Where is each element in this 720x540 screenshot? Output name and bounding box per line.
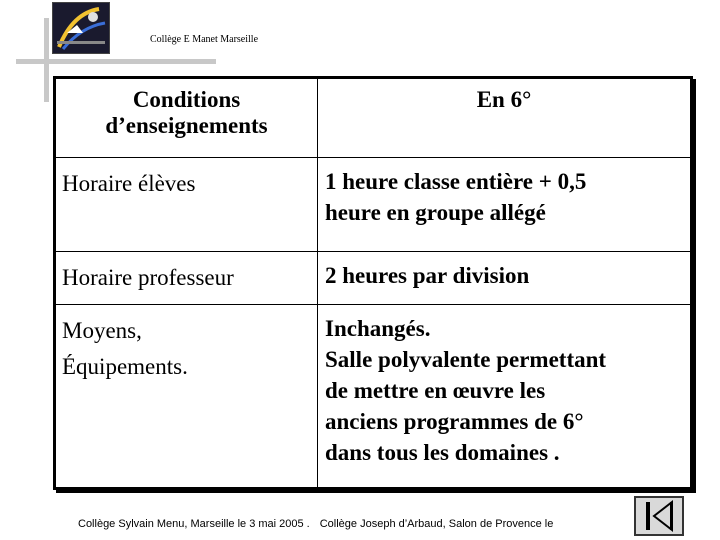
conditions-table [53,76,693,490]
label-line: Équipements. [62,354,188,379]
value-line: 1 heure classe entière + 0,5 [325,169,587,194]
row-label-horaire-professeur: Horaire professeur [56,252,318,305]
value-line: de mettre en œuvre les [325,378,546,403]
value-line: heure en groupe allégé [325,200,546,225]
school-logo-icon [52,2,110,54]
row-label-moyens [56,305,318,488]
table-header-row [56,79,691,158]
value-line: Salle polyvalente permettant [325,347,607,372]
footer [78,518,563,530]
row-value-horaire-eleves [318,158,691,252]
value-line: dans tous les domaines . [325,440,560,465]
table-row [56,252,691,305]
footer-right-text: Collège Joseph d’Arbaud, Salon de Provence le [319,518,554,530]
row-value-horaire-professeur [318,252,691,305]
school-header-text: Collège E Manet Marseille [150,34,259,45]
label-line: Moyens, [62,318,142,343]
table-row [56,305,691,488]
footer-left-text: Collège Sylvain Menu, Marseille le 3 mai 2005 . [78,518,310,530]
column-header-sixieme: En 6° [318,79,691,158]
column-header-conditions: Conditions d’enseignements [56,79,318,158]
table-row [56,158,691,252]
row-value-moyens [318,305,691,488]
value-line: Inchangés. [325,316,431,341]
value-line: 2 heures par division [325,263,530,288]
value-line: anciens programmes de 6° [325,409,584,434]
go-to-end-button[interactable] [634,496,684,536]
decorative-vertical-line [44,18,49,102]
go-to-end-icon [636,498,682,534]
row-label-horaire-eleves: Horaire élèves [56,158,318,252]
